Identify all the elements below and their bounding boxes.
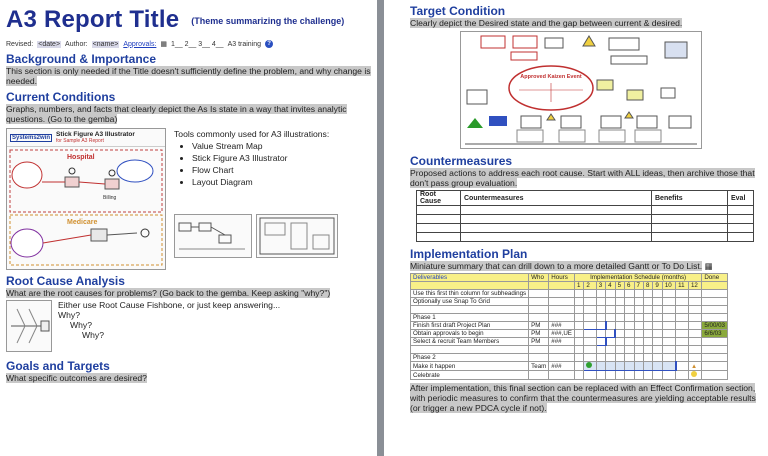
gantt-task-cell xyxy=(411,306,529,314)
tools-list xyxy=(192,140,338,188)
gantt-done-cell: 5/00/03 xyxy=(702,322,728,330)
col-eval: Eval xyxy=(728,191,754,206)
gantt-done-cell xyxy=(702,371,728,380)
gantt-month-cell xyxy=(634,306,643,314)
table-row[interactable] xyxy=(417,215,754,224)
gantt-hrs-cell xyxy=(549,298,575,306)
gantt-month-cell xyxy=(574,298,583,306)
current-conditions-text[interactable]: Graphs, numbers, and facts that clearly depict the As Is state in a way that invites analytic questions. (Go to the gemba) xyxy=(6,104,347,124)
author-field[interactable]: <name> xyxy=(92,40,119,48)
gantt-month-cell xyxy=(662,290,675,298)
gantt-who-cell xyxy=(529,314,549,322)
report-subtitle[interactable]: (Theme summarizing the challenge) xyxy=(191,16,345,26)
gantt-month-cell xyxy=(688,322,701,330)
gantt-month-cell xyxy=(596,306,605,314)
background-text[interactable]: This section is only needed if the Title doesn't sufficiently define the problem, and why change is needed. xyxy=(6,66,371,86)
gantt-hrs-cell xyxy=(549,346,575,354)
stick-figure-illustration[interactable] xyxy=(6,128,166,270)
gantt-hrs-cell xyxy=(549,306,575,314)
background-heading: Background & Importance xyxy=(6,52,157,66)
target-condition-heading: Target Condition xyxy=(410,4,506,18)
gantt-row[interactable] xyxy=(411,354,728,362)
gantt-month-cell xyxy=(676,330,689,338)
gantt-month-cell xyxy=(584,330,596,338)
report-title[interactable]: A3 Report Title xyxy=(6,6,180,33)
gantt-row[interactable] xyxy=(411,314,728,322)
tool-item: • Flow Chart xyxy=(192,164,338,176)
gantt-month-cell xyxy=(625,354,634,362)
implementation-text[interactable]: Miniature summary that can drill down to a more detailed Gantt or To Do List. ▦ xyxy=(410,261,713,271)
table-row[interactable] xyxy=(417,206,754,215)
flowchart-thumbnail[interactable] xyxy=(174,214,252,258)
gantt-hrs-cell xyxy=(549,314,575,322)
col-countermeasures: Countermeasures xyxy=(461,191,652,206)
gantt-month-cell xyxy=(606,354,615,362)
gantt-hrs-cell: ### xyxy=(549,322,575,330)
gantt-month-cell xyxy=(606,290,615,298)
gantt-month-cell xyxy=(584,290,596,298)
hospital-label: Hospital xyxy=(67,154,95,161)
gantt-month-cell xyxy=(606,371,615,380)
gantt-month-cell xyxy=(606,306,615,314)
gantt-month-cell xyxy=(574,346,583,354)
gantt-month-cell xyxy=(653,338,662,346)
gantt-month-cell xyxy=(662,362,675,371)
gantt-month-cell xyxy=(688,371,701,380)
gantt-month-cell xyxy=(634,338,643,346)
countermeasures-heading: Countermeasures xyxy=(410,154,513,168)
gantt-who-cell xyxy=(529,354,549,362)
gantt-done-cell xyxy=(702,362,728,371)
gantt-month-cell xyxy=(625,371,634,380)
gantt-month-cell xyxy=(625,362,634,371)
gantt-month-cell xyxy=(643,330,652,338)
gantt-month-cell xyxy=(662,371,675,380)
gantt-month-cell xyxy=(653,306,662,314)
gantt-month-cell xyxy=(625,322,634,330)
gantt-month-cell xyxy=(625,290,634,298)
gantt-month-cell xyxy=(634,290,643,298)
gantt-month-cell xyxy=(662,322,675,330)
root-cause-text[interactable]: What are the root causes for problems? (Go back to the gemba. Keep asking "why?") xyxy=(6,288,331,298)
gantt-month-cell xyxy=(688,346,701,354)
gantt-row[interactable] xyxy=(411,306,728,314)
gantt-who-cell: Team xyxy=(529,362,549,371)
gantt-month-cell xyxy=(596,346,605,354)
col-done: Done xyxy=(702,274,728,282)
gantt-done-cell xyxy=(702,354,728,362)
gantt-month-cell xyxy=(606,322,615,330)
billing-label: Billing xyxy=(103,195,117,201)
gantt-month-cell xyxy=(688,354,701,362)
gantt-who-cell xyxy=(529,346,549,354)
gantt-month-cell xyxy=(643,362,652,371)
gantt-month-cell xyxy=(596,338,605,346)
gantt-month-cell xyxy=(653,314,662,322)
gantt-month-cell xyxy=(574,338,583,346)
gantt-who-cell xyxy=(529,298,549,306)
goals-text[interactable]: What specific outcomes are desired? xyxy=(6,373,147,383)
gantt-task-cell: Phase 2 xyxy=(411,354,529,362)
gantt-month-cell xyxy=(615,290,624,298)
gantt-month-cell xyxy=(643,290,652,298)
approvals-icon[interactable]: ▦ xyxy=(160,41,168,48)
fishbone-thumbnail[interactable] xyxy=(6,300,52,352)
gantt-month-cell xyxy=(676,362,689,371)
col-deliverables: Deliverables xyxy=(411,274,529,282)
gantt-month-cell xyxy=(688,306,701,314)
gantt-month-cell xyxy=(596,314,605,322)
gantt-month-cell xyxy=(574,314,583,322)
gantt-month-cell xyxy=(634,298,643,306)
gantt-month-cell xyxy=(574,306,583,314)
gantt-month-cell xyxy=(574,330,583,338)
gantt-hrs-cell: ### xyxy=(549,338,575,346)
gantt-month-cell xyxy=(625,314,634,322)
gantt-task-cell: Optionally use Snap To Grid xyxy=(411,298,529,306)
tools-intro: Tools commonly used for A3 illustrations: xyxy=(174,129,330,139)
gantt-month-cell xyxy=(634,371,643,380)
gantt-month-cell xyxy=(688,330,701,338)
gantt-month-cell xyxy=(574,371,583,380)
illustrator-subtitle: for Sample A3 Report xyxy=(56,138,104,144)
revised-field[interactable]: <date> xyxy=(38,40,61,48)
countermeasures-table[interactable] xyxy=(416,190,754,242)
gantt-month-cell xyxy=(584,338,596,346)
gantt-hrs-cell xyxy=(549,371,575,380)
table-row[interactable] xyxy=(417,224,754,233)
countermeasures-text[interactable]: Proposed actions to address each root cause. Start with ALL ideas, then archive those that don't pass group evaluation. xyxy=(410,168,755,188)
goals-heading: Goals and Targets xyxy=(6,359,110,373)
gantt-month-cell xyxy=(634,322,643,330)
col-root-cause: Root Cause xyxy=(417,191,461,206)
gantt-month-cell xyxy=(596,362,605,371)
gantt-month-cell xyxy=(688,290,701,298)
gantt-month-cell xyxy=(625,330,634,338)
author-label: Author: xyxy=(65,40,88,48)
gantt-month-cell xyxy=(615,346,624,354)
gantt-month-cell xyxy=(643,314,652,322)
gantt-month-cell xyxy=(574,354,583,362)
gantt-month-cell xyxy=(615,354,624,362)
gantt-month-cell xyxy=(676,290,689,298)
gantt-month-cell xyxy=(643,322,652,330)
implementation-heading: Implementation Plan xyxy=(410,247,528,261)
after-implementation-text[interactable]: After implementation, this final section can be replaced with an Effect Confirmation section, with periodic measures to confirm that the countermeasures are yielding acceptable results (or trigger a new PDCA cycle if not). xyxy=(410,383,756,413)
table-icon[interactable]: ▦ xyxy=(704,261,713,271)
stick-figure-diagram xyxy=(7,147,165,267)
gantt-month-cell xyxy=(676,371,689,380)
gantt-task-cell xyxy=(411,346,529,354)
col-who: Who xyxy=(529,274,549,282)
gantt-row[interactable] xyxy=(411,290,728,298)
gantt-who-cell: PM xyxy=(529,322,549,330)
approvals-steps[interactable]: 1__ 2__ 3__ 4__ xyxy=(171,40,224,48)
gantt-month-cell xyxy=(643,338,652,346)
target-condition-text[interactable]: Clearly depict the Desired state and the gap between current & desired. xyxy=(410,18,683,28)
kaizen-label: Approved Kaizen Event xyxy=(520,74,582,80)
gantt-month-cell xyxy=(662,354,675,362)
gantt-done-cell xyxy=(702,290,728,298)
gantt-month-cell xyxy=(584,371,596,380)
gantt-month-cell xyxy=(676,298,689,306)
gantt-who-cell: PM xyxy=(529,338,549,346)
current-conditions-heading: Current Conditions xyxy=(6,90,116,104)
meta-row xyxy=(6,40,371,48)
gantt-task-cell: Select & recruit Team Members xyxy=(411,338,529,346)
gantt-month-cell xyxy=(615,298,624,306)
gantt-month-cell xyxy=(676,346,689,354)
gantt-month-cell xyxy=(653,371,662,380)
gantt-month-cell xyxy=(653,322,662,330)
gantt-month-cell xyxy=(584,306,596,314)
gantt-month-cell xyxy=(643,354,652,362)
gantt-hrs-cell xyxy=(549,290,575,298)
gantt-month-cell xyxy=(653,346,662,354)
training-label: A3 training xyxy=(227,40,262,48)
gantt-month-cell xyxy=(662,306,675,314)
gantt-row[interactable] xyxy=(411,330,728,338)
gantt-month-cell xyxy=(596,330,605,338)
gantt-month-cell xyxy=(634,314,643,322)
gantt-row[interactable] xyxy=(411,322,728,330)
gantt-month-cell xyxy=(634,346,643,354)
gantt-month-cell xyxy=(574,362,583,371)
gantt-month-cell xyxy=(662,298,675,306)
gantt-month-cell xyxy=(584,298,596,306)
gantt-month-cell: ▲ xyxy=(688,362,701,371)
right-page xyxy=(384,0,768,456)
gantt-month-cell xyxy=(643,371,652,380)
layout-diagram-thumbnail[interactable] xyxy=(256,214,338,258)
tool-item: • Layout Diagram xyxy=(192,176,338,188)
gantt-month-cell xyxy=(662,330,675,338)
gantt-row[interactable] xyxy=(411,362,728,371)
gantt-month-cell xyxy=(596,371,605,380)
gantt-who-cell xyxy=(529,371,549,380)
gantt-month-cell xyxy=(625,306,634,314)
gantt-month-cell xyxy=(606,338,615,346)
gantt-task-cell: Phase 1 xyxy=(411,314,529,322)
gantt-month-cell xyxy=(662,338,675,346)
gantt-month-cell xyxy=(615,338,624,346)
gantt-month-cell xyxy=(615,314,624,322)
gantt-month-cell xyxy=(634,330,643,338)
gantt-done-cell: 6/6/03 xyxy=(702,330,728,338)
gantt-month-cell xyxy=(653,298,662,306)
gantt-row[interactable] xyxy=(411,371,728,380)
col-schedule: Implementation Schedule (months) xyxy=(574,274,701,282)
gantt-done-cell xyxy=(702,298,728,306)
gantt-hrs-cell: ### xyxy=(549,362,575,371)
gantt-hrs-cell xyxy=(549,354,575,362)
gantt-month-cell xyxy=(653,354,662,362)
tool-item: • Stick Figure A3 Illustrator xyxy=(192,152,338,164)
gantt-month-cell xyxy=(676,354,689,362)
gantt-month-cell xyxy=(662,346,675,354)
gantt-month-cell xyxy=(606,362,615,371)
title-row xyxy=(6,6,371,34)
gantt-done-cell xyxy=(702,306,728,314)
gantt-month-cell xyxy=(606,314,615,322)
gantt-month-cell xyxy=(634,362,643,371)
tool-item: • Value Stream Map xyxy=(192,140,338,152)
gantt-month-cell xyxy=(653,330,662,338)
gantt-task-cell: Obtain approvals to begin xyxy=(411,330,529,338)
gantt-task-cell: Make it happen xyxy=(411,362,529,371)
gantt-month-cell xyxy=(643,298,652,306)
gantt-month-cell xyxy=(676,322,689,330)
brand-logo: Systems2win xyxy=(12,134,51,141)
gantt-month-cell xyxy=(688,314,701,322)
gantt-month-cell xyxy=(625,298,634,306)
gantt-month-cell xyxy=(574,322,583,330)
gantt-month-cell xyxy=(676,314,689,322)
gantt-month-cell xyxy=(615,322,624,330)
gantt-who-cell xyxy=(529,306,549,314)
gantt-month-cell xyxy=(688,338,701,346)
gantt-month-cell xyxy=(584,322,596,330)
gantt-month-cell xyxy=(615,330,624,338)
illustrator-title: Stick Figure A3 Illustrator xyxy=(56,131,135,138)
gantt-month-cell xyxy=(662,314,675,322)
gantt-row[interactable] xyxy=(411,298,728,306)
gantt-month-cell xyxy=(596,290,605,298)
gantt-task-cell: Finish first draft Project Plan xyxy=(411,322,529,330)
gantt-task-cell: Celebrate xyxy=(411,371,529,380)
table-row[interactable] xyxy=(417,233,754,242)
gantt-month-cell xyxy=(596,354,605,362)
gantt-month-cell xyxy=(625,338,634,346)
gantt-who-cell xyxy=(529,290,549,298)
gantt-month-cell xyxy=(688,298,701,306)
gantt-row[interactable] xyxy=(411,338,728,346)
revised-label: Revised: xyxy=(6,40,34,48)
gantt-month-cell xyxy=(615,371,624,380)
gantt-month-cell xyxy=(643,346,652,354)
gantt-month-cell xyxy=(653,362,662,371)
gantt-month-cell xyxy=(584,346,596,354)
gantt-month-cell xyxy=(596,298,605,306)
gantt-done-cell xyxy=(702,346,728,354)
gantt-month-cell xyxy=(676,306,689,314)
gantt-month-cell xyxy=(574,290,583,298)
left-page xyxy=(0,0,377,456)
gantt-task-cell: Use this first thin column for subheadings xyxy=(411,290,529,298)
gantt-month-cell xyxy=(643,306,652,314)
gantt-hrs-cell: ###,UE xyxy=(549,330,575,338)
gantt-month-cell xyxy=(653,290,662,298)
gantt-month-cell xyxy=(584,314,596,322)
gantt-month-cell xyxy=(596,322,605,330)
gantt-month-cell xyxy=(606,330,615,338)
gantt-done-cell xyxy=(702,314,728,322)
why-block[interactable]: Either use Root Cause Fishbone, or just keep answering... Why? Why? Why? xyxy=(58,300,281,340)
col-benefits: Benefits xyxy=(652,191,728,206)
gantt-done-cell xyxy=(702,338,728,346)
gantt-month-cell xyxy=(584,354,596,362)
implementation-gantt[interactable] xyxy=(410,273,728,380)
future-state-vsm[interactable] xyxy=(460,31,702,149)
gantt-month-cell xyxy=(606,346,615,354)
gantt-month-cell xyxy=(676,338,689,346)
gantt-month-cell xyxy=(606,298,615,306)
gantt-row[interactable] xyxy=(411,346,728,354)
col-hours: Hours xyxy=(549,274,575,282)
gantt-month-cell xyxy=(625,346,634,354)
root-cause-heading: Root Cause Analysis xyxy=(6,274,125,288)
medicare-label: Medicare xyxy=(67,219,98,226)
gantt-month-cell xyxy=(615,362,624,371)
help-icon[interactable]: ? xyxy=(265,40,273,48)
gantt-month-cell xyxy=(634,354,643,362)
gantt-month-cell xyxy=(615,306,624,314)
month-row: 1 2 3 4 5 6 7 8 9 10 11 12 xyxy=(411,282,728,290)
approvals-link[interactable]: Approvals: xyxy=(123,40,157,48)
tools-list-block xyxy=(174,128,338,270)
gantt-month-cell xyxy=(584,362,596,371)
gantt-who-cell: PM xyxy=(529,330,549,338)
